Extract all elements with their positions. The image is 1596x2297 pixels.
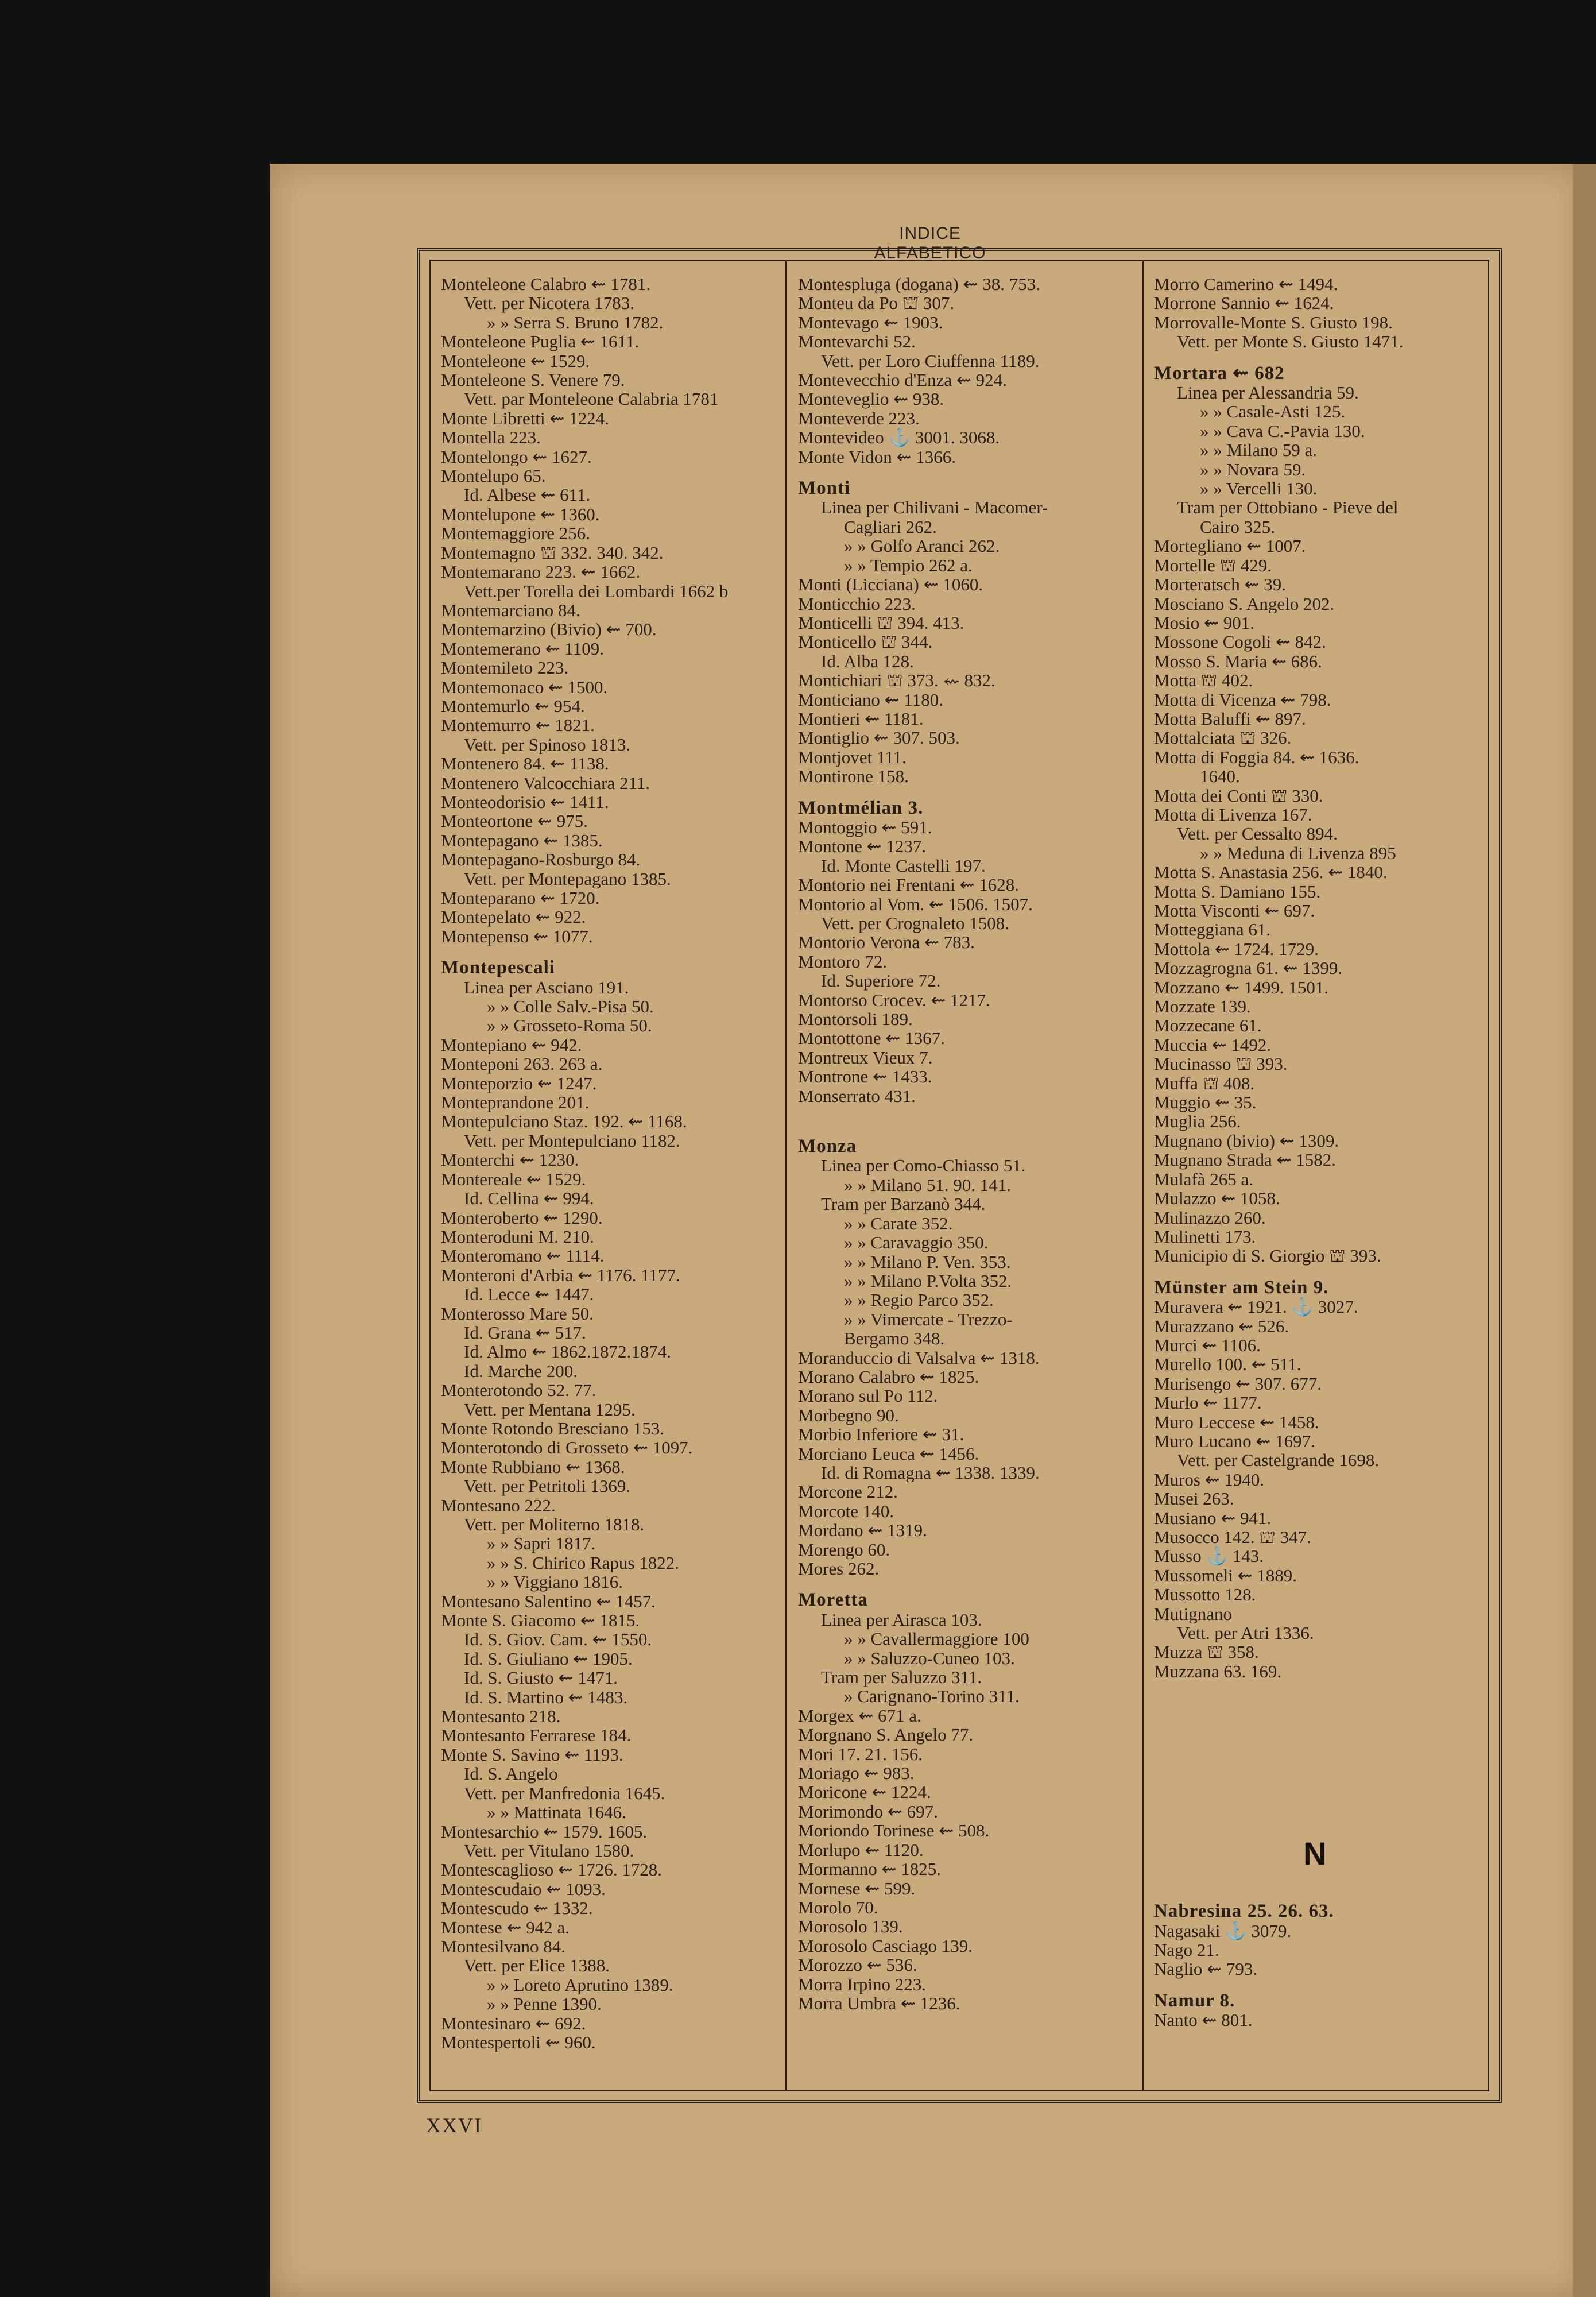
index-entry: » » Grosseto-Roma 50.	[487, 1016, 652, 1035]
index-entry: Muro Leccese ⇜ 1458.	[1154, 1412, 1319, 1432]
index-entry: Nagasaki ⚓ 3079.	[1154, 1921, 1292, 1941]
page-header: INDICE ALFABETICO	[874, 224, 986, 262]
column-divider-2	[1142, 261, 1144, 2090]
index-entry: Morolo 70.	[798, 1897, 878, 1917]
index-entry: Vett. per Loro Ciuffenna 1189.	[821, 351, 1040, 371]
index-entry: Montemerano ⇜ 1109.	[441, 639, 604, 659]
section-heading: Namur 8.	[1154, 1991, 1235, 2011]
index-entry: Montepagano-Rosburgo 84.	[441, 850, 641, 869]
index-entry: Montesanto Ferrarese 184.	[441, 1726, 632, 1745]
index-entry: Cagliari 262.	[844, 517, 937, 537]
index-entry: Mosciano S. Angelo 202.	[1154, 594, 1335, 613]
index-column-2	[798, 274, 1137, 2013]
index-entry: Monticiano ⇜ 1180.	[798, 690, 943, 709]
index-entry: Morozzo ⇜ 536.	[798, 1955, 917, 1975]
index-entry: Mortegliano ⇜ 1007.	[1154, 536, 1306, 556]
index-entry: » » Novara 59.	[1200, 459, 1306, 479]
index-entry: Muzzana 63. 169.	[1154, 1661, 1282, 1681]
index-entry: Montorio nei Frentani ⇜ 1628.	[798, 875, 1020, 895]
index-entry: Monte Rubbiano ⇜ 1368.	[441, 1457, 625, 1477]
index-entry: Montemaggiore 256.	[441, 524, 591, 543]
index-entry: Mordano ⇜ 1319.	[798, 1521, 927, 1540]
index-entry: Id. S. Giuliano ⇜ 1905.	[464, 1649, 633, 1669]
index-entry: Vett. per Spinoso 1813.	[464, 734, 631, 755]
index-entry: Motta Visconti ⇜ 697.	[1154, 901, 1315, 921]
index-entry: Monteroberto ⇜ 1290.	[441, 1208, 603, 1227]
index-entry: Monticelli ⛫ 394. 413.	[798, 613, 964, 633]
index-entry: Motta di Foggia 84. ⇜ 1636.	[1154, 747, 1359, 767]
index-entry: Montemarano 223. ⇜ 1662.	[441, 562, 641, 582]
index-entry: Montottone ⇜ 1367.	[798, 1028, 945, 1048]
index-entry: Mulinetti 173.	[1154, 1227, 1256, 1247]
index-entry: Morosolo Casciago 139.	[798, 1936, 973, 1956]
index-entry: Montenero 84. ⇜ 1138.	[441, 754, 609, 774]
index-entry: Morrovalle-Monte S. Giusto 198.	[1154, 312, 1393, 332]
index-entry: Monteroduni M. 210.	[441, 1227, 594, 1247]
index-entry: Muzza ⛫ 358.	[1154, 1642, 1259, 1662]
blank-line	[1154, 1719, 1493, 1738]
index-entry: Montelongo ⇜ 1627.	[441, 447, 592, 467]
index-entry: Montescudaio ⇜ 1093.	[441, 1879, 606, 1899]
section-heading: Moretta	[798, 1591, 868, 1610]
index-entry: Motta dei Conti ⛫ 330.	[1154, 786, 1323, 805]
index-entry: Monterotondo 52. 77.	[441, 1380, 596, 1400]
index-entry: Montieri ⇜ 1181.	[798, 709, 924, 729]
index-entry: Vett. per Castelgrande 1698.	[1177, 1451, 1380, 1470]
index-entry: Montespluga (dogana) ⇜ 38. 753.	[798, 274, 1041, 294]
index-entry: Montesinaro ⇜ 692.	[441, 2013, 586, 2033]
index-entry: Motta di Vicenza ⇜ 798.	[1154, 690, 1331, 709]
index-entry: Morteratsch ⇜ 39.	[1154, 575, 1287, 594]
index-entry: Vett. per Manfredonia 1645.	[464, 1783, 665, 1803]
index-entry: Vett. per Mentana 1295.	[464, 1399, 636, 1419]
index-entry: » Carignano-Torino 311.	[844, 1687, 1020, 1706]
index-entry: Linea per Chilivani - Macomer-	[821, 498, 1048, 517]
index-entry: Mussotto 128.	[1154, 1585, 1256, 1604]
blank-line	[798, 1105, 1137, 1124]
index-column-3	[1154, 274, 1493, 2030]
index-entry: Vett. per Cessalto 894.	[1177, 824, 1338, 844]
index-entry: Monte Rotondo Bresciano 153.	[441, 1418, 665, 1438]
index-entry: Monteveglio ⇜ 938.	[798, 389, 944, 409]
index-entry: Murlo ⇜ 1177.	[1154, 1393, 1262, 1413]
index-entry: 1640.	[1200, 767, 1240, 786]
index-entry: Vett.per Torella dei Lombardi 1662 b	[464, 581, 729, 601]
index-entry: Murello 100. ⇜ 511.	[1154, 1355, 1301, 1374]
index-entry: Motteggiana 61.	[1154, 920, 1271, 939]
index-entry: Monteleone Calabro ⇜ 1781.	[441, 274, 651, 294]
index-entry: Vett. per Montepulciano 1182.	[464, 1131, 680, 1151]
index-entry: Morano Calabro ⇜ 1825.	[798, 1367, 979, 1387]
index-entry: Id. Grana ⇜ 517.	[464, 1322, 586, 1343]
index-entry: Nanto ⇜ 801.	[1154, 2010, 1253, 2030]
index-entry: Id. di Romagna ⇜ 1338. 1339.	[821, 1463, 1040, 1483]
index-entry: » » Meduna di Livenza 895	[1200, 843, 1396, 863]
index-entry: Tram per Barzanò 344.	[821, 1194, 986, 1214]
index-entry: » » Milano P.Volta 352.	[844, 1271, 1012, 1291]
index-entry: » » Loreto Aprutino 1389.	[487, 1975, 673, 1995]
index-entry: » » Cavallermaggiore 100	[844, 1629, 1029, 1649]
index-entry: » » Golfo Aranci 262.	[844, 536, 1000, 556]
index-entry: Tram per Saluzzo 311.	[821, 1668, 982, 1687]
section-heading: Mortara ⇜ 682	[1154, 364, 1285, 384]
paper-edge	[1573, 164, 1596, 2297]
index-entry: Morano sul Po 112.	[798, 1386, 938, 1406]
index-entry: Musocco 142. ⛫ 347.	[1154, 1528, 1311, 1547]
index-entry: Motta S. Anastasia 256. ⇜ 1840.	[1154, 863, 1388, 882]
index-entry: Mottalciata ⛫ 326.	[1154, 728, 1292, 748]
blank-line	[1154, 1757, 1493, 1776]
index-entry: Montemurlo ⇜ 954.	[441, 696, 585, 716]
index-entry: » » Saluzzo-Cuneo 103.	[844, 1648, 1015, 1668]
index-entry: » » Viggiano 1816.	[487, 1572, 623, 1592]
index-entry: Monteprandone 201.	[441, 1093, 590, 1112]
index-entry: Nago 21.	[1154, 1940, 1219, 1960]
index-entry: Mulinazzo 260.	[1154, 1208, 1266, 1227]
index-entry: Monteparano ⇜ 1720.	[441, 888, 600, 908]
index-entry: Monteleone S. Venere 79.	[441, 370, 625, 390]
index-entry: Montescaglioso ⇜ 1726. 1728.	[441, 1860, 663, 1880]
index-entry: Vett. per Crognaleto 1508.	[821, 914, 1010, 933]
index-entry: Monteleone ⇜ 1529.	[441, 351, 590, 371]
blank-line	[1154, 1795, 1493, 1813]
index-entry: Mornese ⇜ 599.	[798, 1878, 916, 1898]
index-entry: Linea per Airasca 103.	[821, 1610, 982, 1630]
index-entry: Vett. per Elice 1388.	[464, 1956, 610, 1975]
index-entry: Monteodorisio ⇜ 1411.	[441, 792, 609, 812]
section-heading: Münster am Stein 9.	[1154, 1278, 1329, 1298]
index-entry: Motta S. Damiano 155.	[1154, 881, 1321, 901]
index-entry: Id. Cellina ⇜ 994.	[464, 1189, 594, 1208]
blank-line	[1154, 1776, 1493, 1795]
index-entry: Id. S. Giusto ⇜ 1471.	[464, 1668, 618, 1688]
index-entry: Montesano Salentino ⇜ 1457.	[441, 1591, 656, 1611]
blank-line	[1154, 1870, 1493, 1889]
index-entry: Morra Irpino 223.	[798, 1974, 926, 1994]
index-entry: Mozzano ⇜ 1499. 1501.	[1154, 977, 1329, 997]
index-entry: Montesanto 218.	[441, 1707, 561, 1726]
index-entry: Vett. per Atri 1336.	[1177, 1623, 1314, 1643]
index-entry: Montemurro ⇜ 1821.	[441, 716, 595, 735]
index-entry: Municipio di S. Giorgio ⛫ 393.	[1154, 1246, 1381, 1266]
index-entry: Montesilvano 84.	[441, 1936, 565, 1956]
index-entry: Id. S. Martino ⇜ 1483.	[464, 1687, 628, 1707]
column-divider-1	[785, 261, 787, 2090]
index-entry: Mozzecane 61.	[1154, 1016, 1262, 1035]
index-entry: Vett. per Petritoli 1369.	[464, 1476, 631, 1496]
index-entry: Mugnano Strada ⇜ 1582.	[1154, 1150, 1336, 1170]
index-entry: » » Vimercate - Trezzo-	[844, 1309, 1013, 1329]
index-entry: Moriondo Torinese ⇜ 508.	[798, 1821, 990, 1840]
index-entry: Vett. par Monteleone Calabria 1781	[464, 389, 719, 409]
index-entry: Cairo 325.	[1200, 517, 1275, 537]
index-entry: Montorio Verona ⇜ 783.	[798, 933, 975, 952]
index-entry: Vett. per Vitulano 1580.	[464, 1840, 634, 1861]
blank-line	[1154, 1681, 1493, 1700]
index-entry: Motta ⛫ 402.	[1154, 671, 1253, 690]
index-entry: Muravera ⇜ 1921. ⚓ 3027.	[1154, 1297, 1358, 1317]
index-entry: Mosio ⇜ 901.	[1154, 613, 1254, 633]
index-entry: » » Regio Parco 352.	[844, 1290, 994, 1310]
index-entry: Muccia ⇜ 1492.	[1154, 1035, 1272, 1055]
index-entry: » » Cava C.-Pavia 130.	[1200, 421, 1365, 441]
index-entry: Montorsoli 189.	[798, 1010, 913, 1029]
index-entry: Montepenso ⇜ 1077.	[441, 926, 593, 946]
index-entry: Montichiari ⛫ 373. ⇜ 832.	[798, 671, 995, 690]
index-entry: Murisengo ⇜ 307. 677.	[1154, 1374, 1322, 1394]
index-entry: Morcone 212.	[798, 1482, 898, 1502]
index-entry: Montereale ⇜ 1529.	[441, 1169, 586, 1189]
index-entry: Linea per Asciano 191.	[464, 977, 629, 997]
index-entry: Montorso Crocev. ⇜ 1217.	[798, 990, 990, 1010]
index-entry: Monteporzio ⇜ 1247.	[441, 1073, 597, 1093]
index-entry: » » Sapri 1817.	[487, 1534, 596, 1553]
index-entry: Morlupo ⇜ 1120.	[798, 1840, 924, 1860]
index-entry: Morengo 60.	[798, 1540, 890, 1559]
index-entry: Monte S. Giacomo ⇜ 1815.	[441, 1611, 640, 1630]
index-entry: » » Casale-Asti 125.	[1200, 402, 1346, 421]
index-entry: Montepulciano Staz. 192. ⇜ 1168.	[441, 1112, 687, 1131]
index-entry: Morra Umbra ⇜ 1236.	[798, 1993, 960, 2013]
index-entry: Morciano Leuca ⇜ 1456.	[798, 1444, 979, 1463]
index-entry: Morro Camerino ⇜ 1494.	[1154, 274, 1338, 294]
index-entry: » » Vercelli 130.	[1200, 479, 1318, 498]
index-entry: Morcote 140.	[798, 1501, 894, 1521]
index-entry: Mormanno ⇜ 1825.	[798, 1859, 941, 1879]
index-entry: » » S. Chirico Rapus 1822.	[487, 1553, 679, 1573]
index-entry: Mulazzo ⇜ 1058.	[1154, 1189, 1280, 1208]
section-heading: Nabresina 25. 26. 63.	[1154, 1902, 1334, 1921]
index-entry: Mortelle ⛫ 429.	[1154, 555, 1272, 575]
index-entry: Montevago ⇜ 1903.	[798, 312, 943, 332]
index-entry: Monte Libretti ⇜ 1224.	[441, 408, 609, 428]
section-heading: Monti	[798, 479, 851, 498]
index-entry: Mozzagrogna 61. ⇜ 1399.	[1154, 958, 1343, 978]
index-entry: Montenero Valcocchiara 211.	[441, 773, 650, 792]
index-entry: Monteromano ⇜ 1114.	[441, 1246, 605, 1266]
index-entry: Montevideo ⚓ 3001. 3068.	[798, 428, 1000, 447]
index-entry: Vett. per Moliterno 1818.	[464, 1515, 645, 1534]
index-entry: Mugnano (bivio) ⇜ 1309.	[1154, 1131, 1339, 1151]
index-entry: » » Milano 59 a.	[1200, 440, 1318, 460]
index-entry: Monserrato 431.	[798, 1086, 916, 1106]
index-entry: Monteu da Po ⛫ 307.	[798, 293, 955, 313]
index-entry: Montese ⇜ 942 a.	[441, 1917, 570, 1937]
index-entry: Id. Almo ⇜ 1862.1872.1874.	[464, 1342, 671, 1362]
index-entry: Mucinasso ⛫ 393.	[1154, 1054, 1288, 1074]
index-entry: Morbio Inferiore ⇜ 31.	[798, 1425, 964, 1444]
index-entry: Montesano 222.	[441, 1495, 556, 1515]
index-entry: Mosso S. Maria ⇜ 686.	[1154, 651, 1322, 671]
index-entry: Mutignano	[1154, 1604, 1233, 1624]
index-entry: » » Caravaggio 350.	[844, 1233, 989, 1252]
index-entry: Morrone Sannio ⇜ 1624.	[1154, 293, 1334, 313]
index-entry: Bergamo 348.	[844, 1329, 945, 1348]
index-entry: Montemarzino (Bivio) ⇜ 700.	[441, 620, 657, 639]
index-entry: Mottola ⇜ 1724. 1729.	[1154, 939, 1319, 959]
index-entry: Id. Alba 128.	[821, 651, 914, 671]
index-entry: Monteleone Puglia ⇜ 1611.	[441, 332, 640, 351]
index-entry: » » Milano 51. 90. 141.	[844, 1175, 1012, 1195]
index-entry: Mossone Cogoli ⇜ 842.	[1154, 632, 1326, 652]
index-entry: Montelupo 65.	[441, 466, 546, 486]
index-entry: Montella 223.	[441, 428, 541, 447]
index-entry: Monterosso Mare 50.	[441, 1304, 594, 1323]
index-entry: Montesarchio ⇜ 1579. 1605.	[441, 1822, 648, 1841]
index-entry: Monti (Licciana) ⇜ 1060.	[798, 575, 983, 594]
index-entry: Monteponi 263. 263 a.	[441, 1054, 603, 1074]
index-entry: Motta di Livenza 167.	[1154, 805, 1312, 825]
index-column-1	[441, 274, 780, 2052]
index-entry: » » Mattinata 1646.	[487, 1803, 626, 1822]
index-entry: Id. S. Angelo	[464, 1764, 558, 1784]
index-entry: Monte Vidon ⇜ 1366.	[798, 447, 956, 467]
index-entry: Motta Baluffi ⇜ 897.	[1154, 709, 1306, 729]
index-entry: Id. Marche 200.	[464, 1361, 578, 1381]
index-entry: Montevarchi 52.	[798, 332, 916, 351]
index-entry: Montemonaco ⇜ 1500.	[441, 677, 608, 697]
index-entry: Morimondo ⇜ 697.	[798, 1801, 938, 1822]
index-entry: Montelupone ⇜ 1360.	[441, 504, 600, 524]
index-entry: Montemileto 223.	[441, 658, 569, 678]
index-entry: Tram per Ottobiano - Pieve del	[1177, 498, 1399, 517]
blank-line	[1154, 1700, 1493, 1719]
index-entry: Id. Lecce ⇜ 1447.	[464, 1285, 594, 1304]
index-entry: Murci ⇜ 1106.	[1154, 1335, 1261, 1355]
index-entry: Linea per Alessandria 59.	[1177, 383, 1359, 403]
index-entry: Monteverde 223.	[798, 408, 920, 428]
index-entry: Vett. per Nicotera 1783.	[464, 293, 634, 313]
index-entry: Id. Albese ⇜ 611.	[464, 485, 591, 505]
index-entry: Monte S. Savino ⇜ 1193.	[441, 1745, 623, 1765]
index-entry: Montespertoli ⇜ 960.	[441, 2032, 596, 2052]
index-entry: » » Tempio 262 a.	[844, 555, 973, 575]
index-entry: Moriago ⇜ 983.	[798, 1764, 915, 1783]
index-entry: Morgnano S. Angelo 77.	[798, 1725, 974, 1745]
index-entry: Mori 17. 21. 156.	[798, 1744, 923, 1764]
index-entry: Id. Monte Castelli 197.	[821, 856, 986, 876]
index-entry: Monterotondo di Grosseto ⇜ 1097.	[441, 1438, 693, 1457]
index-entry: » » Colle Salv.-Pisa 50.	[487, 997, 654, 1016]
index-entry: Montoro 72.	[798, 952, 887, 972]
index-entry: Id. S. Giov. Cam. ⇜ 1550.	[464, 1630, 652, 1649]
index-entry: » » Serra S. Bruno 1782.	[487, 312, 664, 332]
index-entry: Montjovet 111.	[798, 747, 907, 767]
index-entry: Muglia 256.	[1154, 1112, 1241, 1131]
index-entry: Montepiano ⇜ 942.	[441, 1035, 582, 1055]
index-entry: Montepagano ⇜ 1385.	[441, 830, 603, 850]
index-entry: Montevecchio d'Enza ⇜ 924.	[798, 370, 1007, 390]
index-entry: Moricone ⇜ 1224.	[798, 1782, 931, 1802]
page-number: XXVI	[426, 2114, 482, 2137]
index-entry: Linea per Como-Chiasso 51.	[821, 1156, 1026, 1175]
blank-line	[1154, 1738, 1493, 1757]
index-entry: Montescudo ⇜ 1332.	[441, 1898, 593, 1918]
index-entry: Mussomeli ⇜ 1889.	[1154, 1565, 1297, 1586]
index-entry: Monticchio 223.	[798, 594, 916, 613]
index-entry: Muro Lucano ⇜ 1697.	[1154, 1431, 1315, 1451]
index-entry: Musso ⚓ 143.	[1154, 1546, 1264, 1566]
index-entry: Montreux Vieux 7.	[798, 1047, 933, 1068]
index-entry: Montorio al Vom. ⇜ 1506. 1507.	[798, 894, 1033, 914]
index-entry: Murazzano ⇜ 526.	[1154, 1316, 1289, 1336]
index-entry: Mulafà 265 a.	[1154, 1169, 1254, 1189]
index-entry: Id. Superiore 72.	[821, 971, 941, 991]
index-entry: Monticello ⛫ 344.	[798, 632, 933, 652]
section-heading: Monza	[798, 1137, 857, 1157]
index-entry: Vett. per Monte S. Giusto 1471.	[1177, 332, 1404, 351]
index-entry: Muros ⇜ 1940.	[1154, 1470, 1265, 1490]
index-entry: Monterchi ⇜ 1230.	[441, 1150, 579, 1170]
section-heading: Montepescali	[441, 958, 555, 978]
blank-line	[1154, 1813, 1493, 1832]
index-entry: Montrone ⇜ 1433.	[798, 1067, 932, 1086]
index-entry: » » Milano P. Ven. 353.	[844, 1252, 1011, 1271]
index-entry: Monteortone ⇜ 975.	[441, 811, 588, 831]
index-entry: Morosolo 139.	[798, 1917, 903, 1936]
index-entry: Moranduccio di Valsalva ⇜ 1318.	[798, 1348, 1040, 1367]
index-entry: Monteroni d'Arbia ⇜ 1176. 1177.	[441, 1265, 680, 1285]
section-letter: N	[1303, 1835, 1327, 1871]
index-entry: Morbegno 90.	[798, 1405, 899, 1425]
index-entry: » » Penne 1390.	[487, 1994, 602, 2014]
index-entry: Naglio ⇜ 793.	[1154, 1959, 1258, 1979]
index-entry: Muffa ⛫ 408.	[1154, 1073, 1255, 1093]
index-entry: Musei 263.	[1154, 1489, 1234, 1509]
index-entry: » » Carate 352.	[844, 1213, 953, 1233]
index-entry: Muggio ⇜ 35.	[1154, 1093, 1257, 1112]
index-entry: Montirone 158.	[798, 767, 909, 786]
index-entry: Montiglio ⇜ 307. 503.	[798, 728, 960, 748]
index-entry: Montemagno ⛫ 332. 340. 342.	[441, 543, 664, 563]
index-entry: Montone ⇜ 1237.	[798, 837, 927, 856]
index-entry: Montoggio ⇜ 591.	[798, 817, 932, 837]
section-heading: Montmélian 3.	[798, 798, 924, 818]
index-entry: Vett. per Montepagano 1385.	[464, 869, 671, 888]
index-entry: Mores 262.	[798, 1559, 880, 1579]
index-entry: Musiano ⇜ 941.	[1154, 1508, 1272, 1528]
index-entry: Mozzate 139.	[1154, 997, 1251, 1016]
index-entry: Montepelato ⇜ 922.	[441, 907, 586, 927]
index-entry: Montemarciano 84.	[441, 600, 580, 620]
index-entry: Morgex ⇜ 671 a.	[798, 1706, 921, 1726]
